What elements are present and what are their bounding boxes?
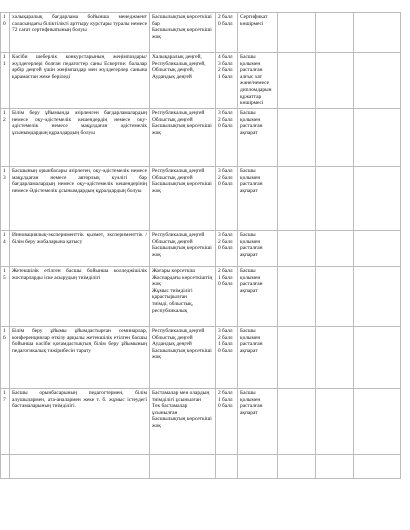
table-row [1,109,401,167]
empty-cell [316,231,354,267]
source-cell [150,231,216,267]
empty-cell [238,455,278,479]
source-item: Аудандық деңгей [152,341,192,348]
empty-cell [354,167,401,231]
criterion-cell: халықаралық бағдарлама бойынша менеджмент саласындағы біліктілікті арттыру курстары туралы немесе 72 сағат сертификатының болуы [10,13,150,53]
points-item: 2 балл [218,390,233,396]
row-number: 11 [1,53,10,109]
points-item: 1 балл [218,274,233,281]
empty-cell [354,389,401,455]
table-row [1,13,401,53]
source-item: Басшылықтың көрсеткіші жоқ [152,123,212,136]
criterion-cell: Жетекшілік етілген басшы бойынша колледжішілік жоспарларды іске асырудың тиімділігі [10,267,150,327]
source-item: Жоғары көрсеткіш [152,268,196,274]
row-number: 16 [1,327,10,389]
empty-cell [354,53,401,109]
source-item: Халықаралық деңгей, [152,54,202,60]
source-item: Республикалық деңгей [152,168,205,174]
evidence-cell: Басшы қолымен расталған ақпарат [238,267,278,327]
table-row [1,389,401,455]
source-item: Облыстық деңгей [152,174,193,181]
empty-cell [278,389,316,455]
criteria-table-body [1,13,401,479]
source-cell [150,267,216,327]
criterion-cell: Кәсіби шеберлік конкурстарының жеңімпаздары/жүлдегерлері болған педагогтер саны Ескертпе: балалар әрбір деңгей үшін жеңімпаздар мен жүлдегерлер санына қарамастан жеке беріледі [10,53,150,109]
empty-cell [316,267,354,327]
empty-cell [354,327,401,389]
points-item: 2 балл [218,174,233,181]
points-item: 2 балл [218,67,233,74]
source-item: Жұмыс тиімділігі қарастырылған [152,287,193,301]
source-item: Басшылықтың көрсеткіші жоқ [152,347,212,361]
points-item: 0 балл [218,281,233,288]
points-item: 1 балл [218,73,233,80]
criterion-cell: Білім беру ұйымында әзірленген бағдарламалардың немесе оқу-әдістемелік кешендердің немесе оқу-әдістемелік немесе мақұлдаған әдістемелік ұсынымдардың құралдардың болуы [10,109,150,167]
points-item: 3 балл [218,60,233,67]
empty-cell [278,327,316,389]
table-row [1,267,401,327]
source-item: Басшылықтың көрсеткіші жоқ [152,27,212,40]
empty-cell [354,13,401,53]
empty-cell [278,167,316,231]
evidence-cell: Басшы қолымен расталған ақпарат [238,109,278,167]
source-item: Республикалық деңгей [152,232,205,238]
empty-cell [278,231,316,267]
points-cell [216,389,238,455]
row-number: 15 [1,267,10,327]
empty-cell [278,53,316,109]
source-cell [150,109,216,167]
source-item: Облыстық деңгей [152,238,193,245]
empty-cell [316,109,354,167]
empty-cell [316,389,354,455]
row-number: 13 [1,167,10,231]
empty-cell [316,167,354,231]
points-cell [216,13,238,53]
source-item: Облыстық деңгей, [152,67,194,74]
points-item: 3 балл [218,328,233,334]
empty-cell [216,455,238,479]
evidence-cell: Басшы қолымен расталған ақпарат [238,167,278,231]
source-cell [150,327,216,389]
points-item: 2 балл [218,238,233,245]
source-item: Республикалық деңгей [152,110,205,116]
points-cell [216,231,238,267]
evidence-cell: Басшы қолымен расталған ақпарат [238,327,278,389]
points-cell [216,53,238,109]
row-number: 17 [1,389,10,455]
points-item: 1 балл [218,396,233,403]
source-cell [150,53,216,109]
empty-cell [316,327,354,389]
points-item: 0 балл [218,347,233,354]
points-item: 0 балл [218,181,233,188]
points-item: 2 балл [218,334,233,341]
criterion-cell: Инновациялық-эксперименттік қызмет, эксперименттік / білім беру жобаларына қатысу [10,231,150,267]
source-item: Басшылықтың көрсеткіші жоқ [152,245,212,258]
source-item: Аудандық деңгей [152,73,192,80]
criterion-cell: Білім беру ұйымы ұйымдастырған семинарлар, конференциялар өткізу арқылы жетекшілік етілген басшы бойынша кәсіби қоғамдастықтың білім беру ұйымының педагогикалық тәжірибесін тарату [10,327,150,389]
empty-cell [278,13,316,53]
points-item: 1 балл [218,341,233,348]
source-item: Республикалық деңгей [152,328,205,334]
points-item: 0 балл [218,403,233,410]
source-item: тиімді, облыстық, республикалық [152,300,194,314]
source-item: Жоспардағы көрсеткіштің жоқ [152,274,213,288]
criterion-cell: Басшының орынбасары әзірлеген, оқу-әдістемелік немесе мақұлдаған немесе авторлық куәлігі бар бағдарламалардың немесе оқу-әдістемелік кешендерінің немесе Әдістемелік ұсынымдардың құралдардың болуы [10,167,150,231]
points-cell [216,109,238,167]
points-item: 2 балл [218,268,233,274]
source-cell [150,389,216,455]
empty-cell [354,267,401,327]
points-cell [216,167,238,231]
source-item: Облыстық деңгей [152,116,193,123]
empty-cell [354,455,401,479]
source-item: Республикалық деңгей, [152,60,206,67]
empty-cell [316,455,354,479]
source-item: Басшылықтың көрсеткіші бар [152,14,212,27]
empty-cell [278,267,316,327]
evidence-cell: Сертификат көшірмесі [238,13,278,53]
row-number: 10 [1,13,10,53]
empty-cell [354,231,401,267]
points-item: 0 балл [218,123,233,130]
points-cell [216,267,238,327]
points-item: 3 балл [218,110,233,116]
empty-cell [278,109,316,167]
criteria-table [0,12,401,479]
evidence-cell: Басшы қолымен расталған алғыс хат және/немесе дипломдарын құжаттар көшірмесі [238,53,278,109]
source-item: Басшылықтың көрсеткіші жоқ [152,416,212,429]
points-item: 2 балл [218,116,233,123]
empty-cell [278,455,316,479]
criterion-cell: Басшы орынбасарының педагогтермен, білім алушылармен, ата-аналармен жеке т. б. жұмыс істеудегі бастамаларының тиімділігі. [10,389,150,455]
empty-cell [1,455,10,479]
table-row [1,53,401,109]
table-row-empty [1,455,401,479]
table-row [1,231,401,267]
source-item: Басшылықтың көрсеткіші жоқ [152,181,212,194]
points-item: 0 балл [218,245,233,252]
empty-cell [316,53,354,109]
points-item: 2 балл [218,14,233,20]
row-number: 14 [1,231,10,267]
empty-cell [354,109,401,167]
table-row [1,167,401,231]
source-item: Облыстық деңгей [152,334,193,341]
points-item: 3 балл [218,232,233,238]
source-cell [150,13,216,53]
points-item: 3 балл [218,168,233,174]
empty-cell [150,455,216,479]
points-cell [216,327,238,389]
empty-cell [316,13,354,53]
points-item: 4 балл [218,54,233,60]
empty-cell [10,455,150,479]
table-row [1,327,401,389]
evidence-cell: Басшы қолымен расталған ақпарат [238,389,278,455]
source-item: Тек бастамалар ұсынылған [152,403,188,416]
row-number: 12 [1,109,10,167]
source-cell [150,167,216,231]
source-item: Бастамалар мен олардың тиімділігі ұсынылған [152,390,210,403]
points-item: 0 балл [218,20,233,27]
evidence-cell: Басшы қолымен расталған ақпарат [238,231,278,267]
